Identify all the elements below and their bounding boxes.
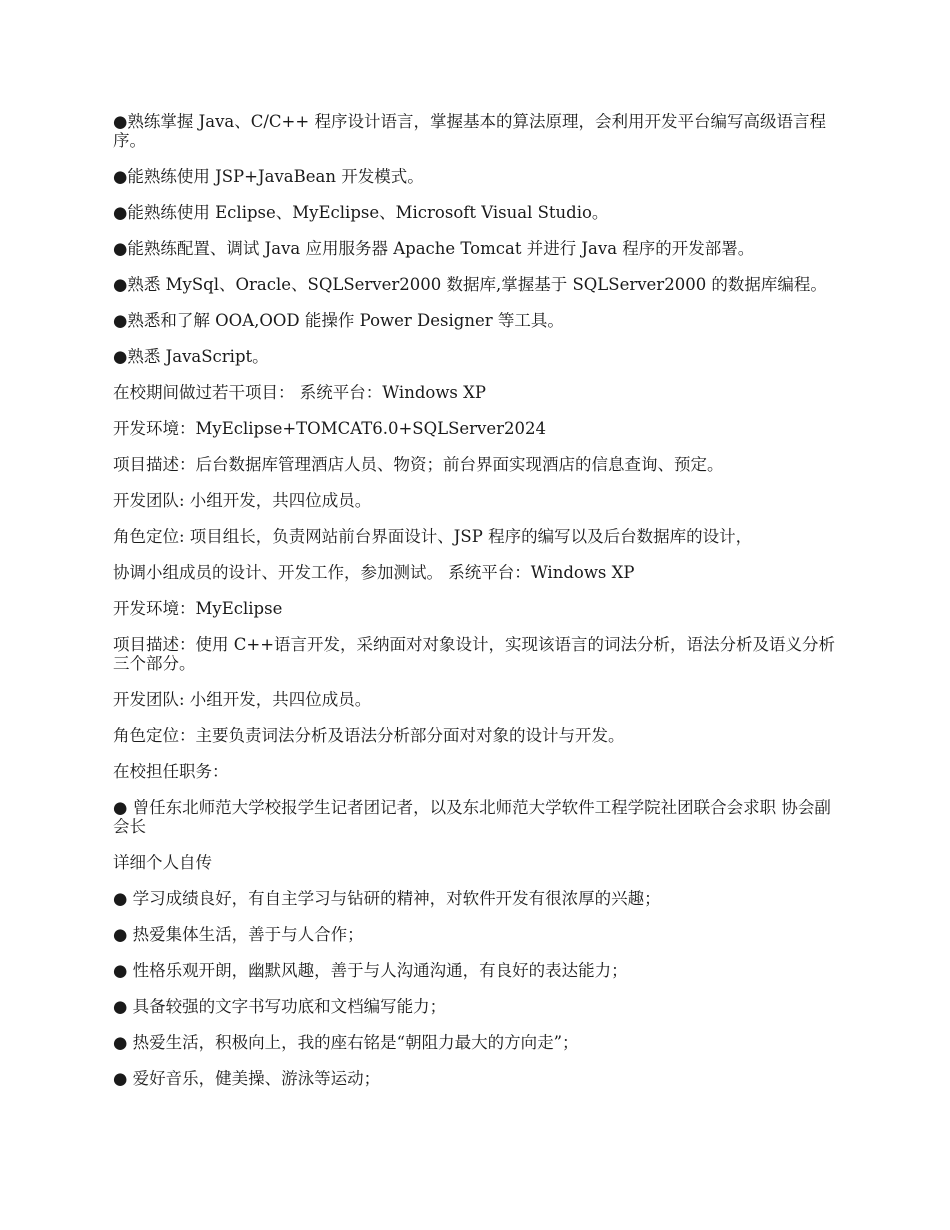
skill-item-javascript: ●熟悉 JavaScript。 xyxy=(113,347,269,366)
project2-role: 角色定位：主要负责词法分析及语法分析部分面对对象的设计与开发。 xyxy=(113,726,625,745)
skill-item-database: ●熟悉 MySql、Oracle、SQLServer2000 数据库,掌握基于 SQLServer2000 的数据库编程。 xyxy=(113,275,827,294)
positions-heading: 在校担任职务： xyxy=(113,762,229,781)
biography-item-teamwork: ● 热爱集体生活，善于与人合作； xyxy=(113,925,364,944)
document-body xyxy=(113,112,843,1105)
skill-item-tomcat: ●能熟练配置、调试 Java 应用服务器 Apache Tomcat 并进行 Java 程序的开发部署。 xyxy=(113,239,755,258)
project2-team: 开发团队: 小组开发，共四位成员。 xyxy=(113,690,372,709)
project1-role: 角色定位: 项目组长，负责网站前台界面设计、JSP 程序的编写以及后台数据库的设计， xyxy=(113,527,753,546)
biography-item-study: ● 学习成绩良好，有自主学习与钻研的精神，对软件开发有很浓厚的兴趣； xyxy=(113,889,661,908)
skill-item-ide: ●能熟练使用 Eclipse、MyEclipse、Microsoft Visual Studio。 xyxy=(113,203,609,222)
project1-team: 开发团队: 小组开发，共四位成员。 xyxy=(113,491,372,510)
project-intro: 在校期间做过若干项目： 系统平台：Windows XP xyxy=(113,383,486,402)
project1-description: 项目描述：后台数据库管理酒店人员、物资；前台界面实现酒店的信息查询、预定。 xyxy=(113,455,724,474)
project2-description: 项目描述：使用 C++语言开发，采纳面对对象设计，实现该语言的词法分析，语法分析及语义分析三个部分。 xyxy=(113,635,836,673)
biography-item-hobbies: ● 爱好音乐，健美操、游泳等运动； xyxy=(113,1069,381,1088)
skill-item-ooa: ●熟悉和了解 OOA,OOD 能操作 Power Designer 等工具。 xyxy=(113,311,564,330)
skill-item-languages: ●熟练掌握 Java、C/C++ 程序设计语言，掌握基本的算法原理，会利用开发平台编写高级语言程序。 xyxy=(113,112,826,150)
project1-role-cont: 协调小组成员的设计、开发工作，参加测试。 系统平台：Windows XP xyxy=(113,563,635,582)
project1-environment: 开发环境：MyEclipse+TOMCAT6.0+SQLServer2024 xyxy=(113,419,547,438)
skill-item-jsp: ●能熟练使用 JSP+JavaBean 开发模式。 xyxy=(113,167,424,186)
biography-item-personality: ● 性格乐观开朗，幽默风趣，善于与人沟通沟通，有良好的表达能力； xyxy=(113,961,628,980)
biography-item-motto: ● 热爱生活，积极向上，我的座右铭是“朝阻力最大的方向走”； xyxy=(113,1033,579,1052)
biography-item-writing: ● 具备较强的文字书写功底和文档编写能力； xyxy=(113,997,447,1016)
position-item: ● 曾任东北师范大学校报学生记者团记者，以及东北师范大学软件工程学院社团联合会求职 协会副会长 xyxy=(113,798,831,836)
project2-environment: 开发环境：MyEclipse xyxy=(113,599,283,618)
biography-heading: 详细个人自传 xyxy=(113,853,212,872)
